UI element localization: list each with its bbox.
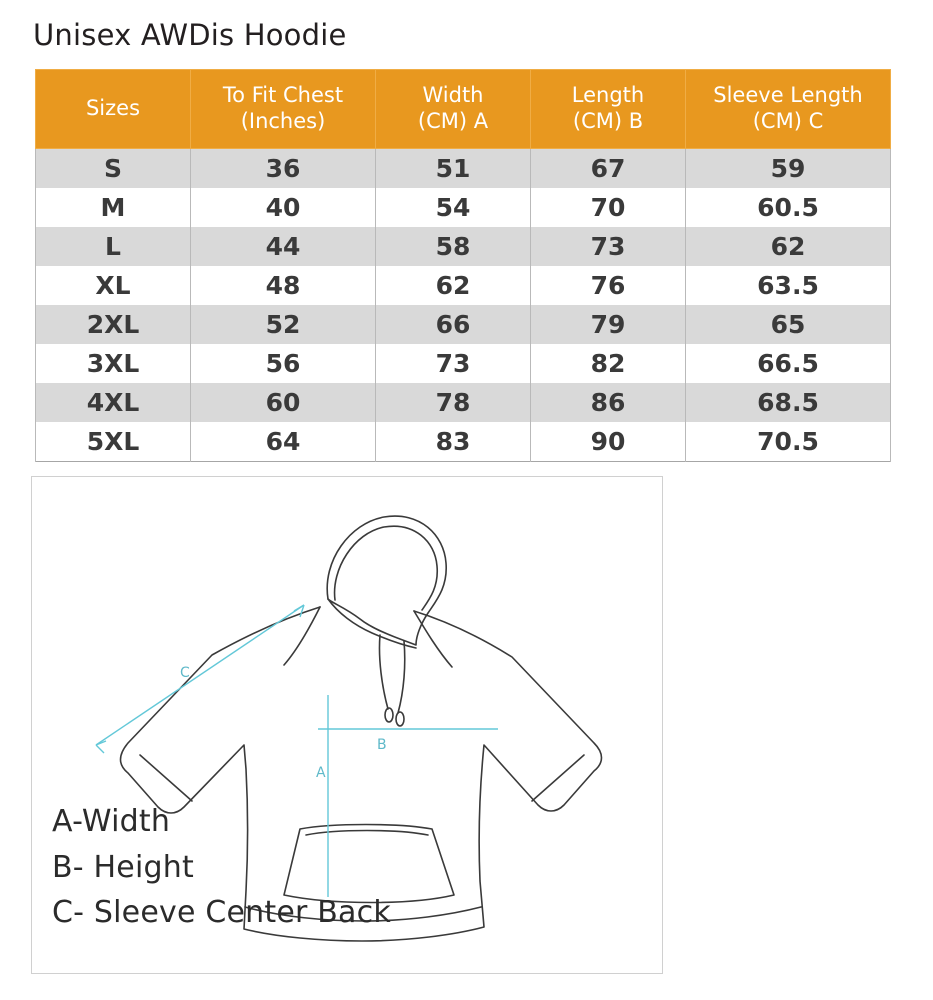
table-row xyxy=(36,149,891,189)
cell-size: 3XL xyxy=(36,344,191,383)
measurement-labels xyxy=(180,665,387,781)
drawcord-tip-left xyxy=(385,708,393,722)
measure-label-a: A xyxy=(316,765,326,781)
column-header-sizes xyxy=(36,70,191,149)
column-header-sleeve-line2: (CM) C xyxy=(752,109,824,133)
table-header-row xyxy=(36,70,891,149)
cell-width: 58 xyxy=(376,227,531,266)
drawcord-right xyxy=(398,641,405,713)
cell-length: 73 xyxy=(531,227,686,266)
cell-width: 62 xyxy=(376,266,531,305)
cell-chest: 60 xyxy=(191,383,376,422)
hood-outer-path xyxy=(327,516,446,645)
cell-sleeve: 62 xyxy=(686,227,891,266)
column-header-length xyxy=(531,70,686,149)
column-header-chest-line2: (Inches) xyxy=(240,109,326,133)
cell-chest: 40 xyxy=(191,188,376,227)
cell-sleeve: 63.5 xyxy=(686,266,891,305)
table-row xyxy=(36,188,891,227)
column-header-length-line1: Length xyxy=(571,82,645,107)
table-body xyxy=(36,149,891,462)
column-header-sleeve-line1: Sleeve Length xyxy=(713,82,863,107)
table-row xyxy=(36,344,891,383)
size-chart-table xyxy=(35,69,891,462)
cell-chest: 36 xyxy=(191,149,376,189)
cell-width: 73 xyxy=(376,344,531,383)
cell-chest: 56 xyxy=(191,344,376,383)
cell-sleeve: 59 xyxy=(686,149,891,189)
cell-size: 5XL xyxy=(36,422,191,462)
drawcord-tip-right xyxy=(396,712,404,726)
cell-length: 70 xyxy=(531,188,686,227)
drawcord-left xyxy=(379,635,388,709)
cell-size: XL xyxy=(36,266,191,305)
cell-chest: 64 xyxy=(191,422,376,462)
cell-chest: 48 xyxy=(191,266,376,305)
cell-size: 2XL xyxy=(36,305,191,344)
legend-item-height: B- Height xyxy=(52,849,194,885)
measure-label-c: C xyxy=(180,665,190,681)
column-header-width-line1: Width xyxy=(422,82,484,107)
column-header-sizes-line1: Sizes xyxy=(85,95,141,120)
column-header-width xyxy=(376,70,531,149)
hood-inner-path xyxy=(335,526,438,610)
cell-length: 67 xyxy=(531,149,686,189)
cell-width: 54 xyxy=(376,188,531,227)
cell-width: 51 xyxy=(376,149,531,189)
right-shoulder-seam xyxy=(414,611,452,667)
cell-sleeve: 68.5 xyxy=(686,383,891,422)
legend-item-sleeve: C- Sleeve Center Back xyxy=(52,895,391,931)
page-title: Unisex AWDis Hoodie xyxy=(33,18,347,52)
cell-size: 4XL xyxy=(36,383,191,422)
cell-sleeve: 66.5 xyxy=(686,344,891,383)
cell-size: S xyxy=(36,149,191,189)
measure-line-c xyxy=(96,605,304,745)
legend-item-width: A-Width xyxy=(52,804,171,839)
cell-width: 78 xyxy=(376,383,531,422)
cell-length: 76 xyxy=(531,266,686,305)
cell-chest: 44 xyxy=(191,227,376,266)
column-header-length-line2: (CM) B xyxy=(572,109,644,133)
left-shoulder-seam xyxy=(284,607,320,665)
table-row xyxy=(36,305,891,344)
measurement-diagram xyxy=(31,476,663,974)
table-row xyxy=(36,383,891,422)
left-cuff-line xyxy=(140,755,192,801)
cell-sleeve: 65 xyxy=(686,305,891,344)
column-header-chest xyxy=(191,70,376,149)
cell-sleeve: 70.5 xyxy=(686,422,891,462)
cell-width: 83 xyxy=(376,422,531,462)
cell-length: 86 xyxy=(531,383,686,422)
cell-size: L xyxy=(36,227,191,266)
cell-size: M xyxy=(36,188,191,227)
measure-label-b: B xyxy=(377,737,387,753)
cell-sleeve: 60.5 xyxy=(686,188,891,227)
diagram-legend xyxy=(52,799,391,936)
table-row xyxy=(36,227,891,266)
column-header-chest-line1: To Fit Chest xyxy=(222,82,344,107)
table-row xyxy=(36,266,891,305)
column-header-sleeve xyxy=(686,70,891,149)
measure-arrow-c-bottom xyxy=(96,741,106,753)
cell-length: 82 xyxy=(531,344,686,383)
cell-length: 79 xyxy=(531,305,686,344)
cell-chest: 52 xyxy=(191,305,376,344)
cell-length: 90 xyxy=(531,422,686,462)
cell-width: 66 xyxy=(376,305,531,344)
table-header xyxy=(36,70,891,149)
table-row xyxy=(36,422,891,462)
right-cuff-line xyxy=(532,755,584,801)
column-header-width-line2: (CM) A xyxy=(417,109,489,133)
